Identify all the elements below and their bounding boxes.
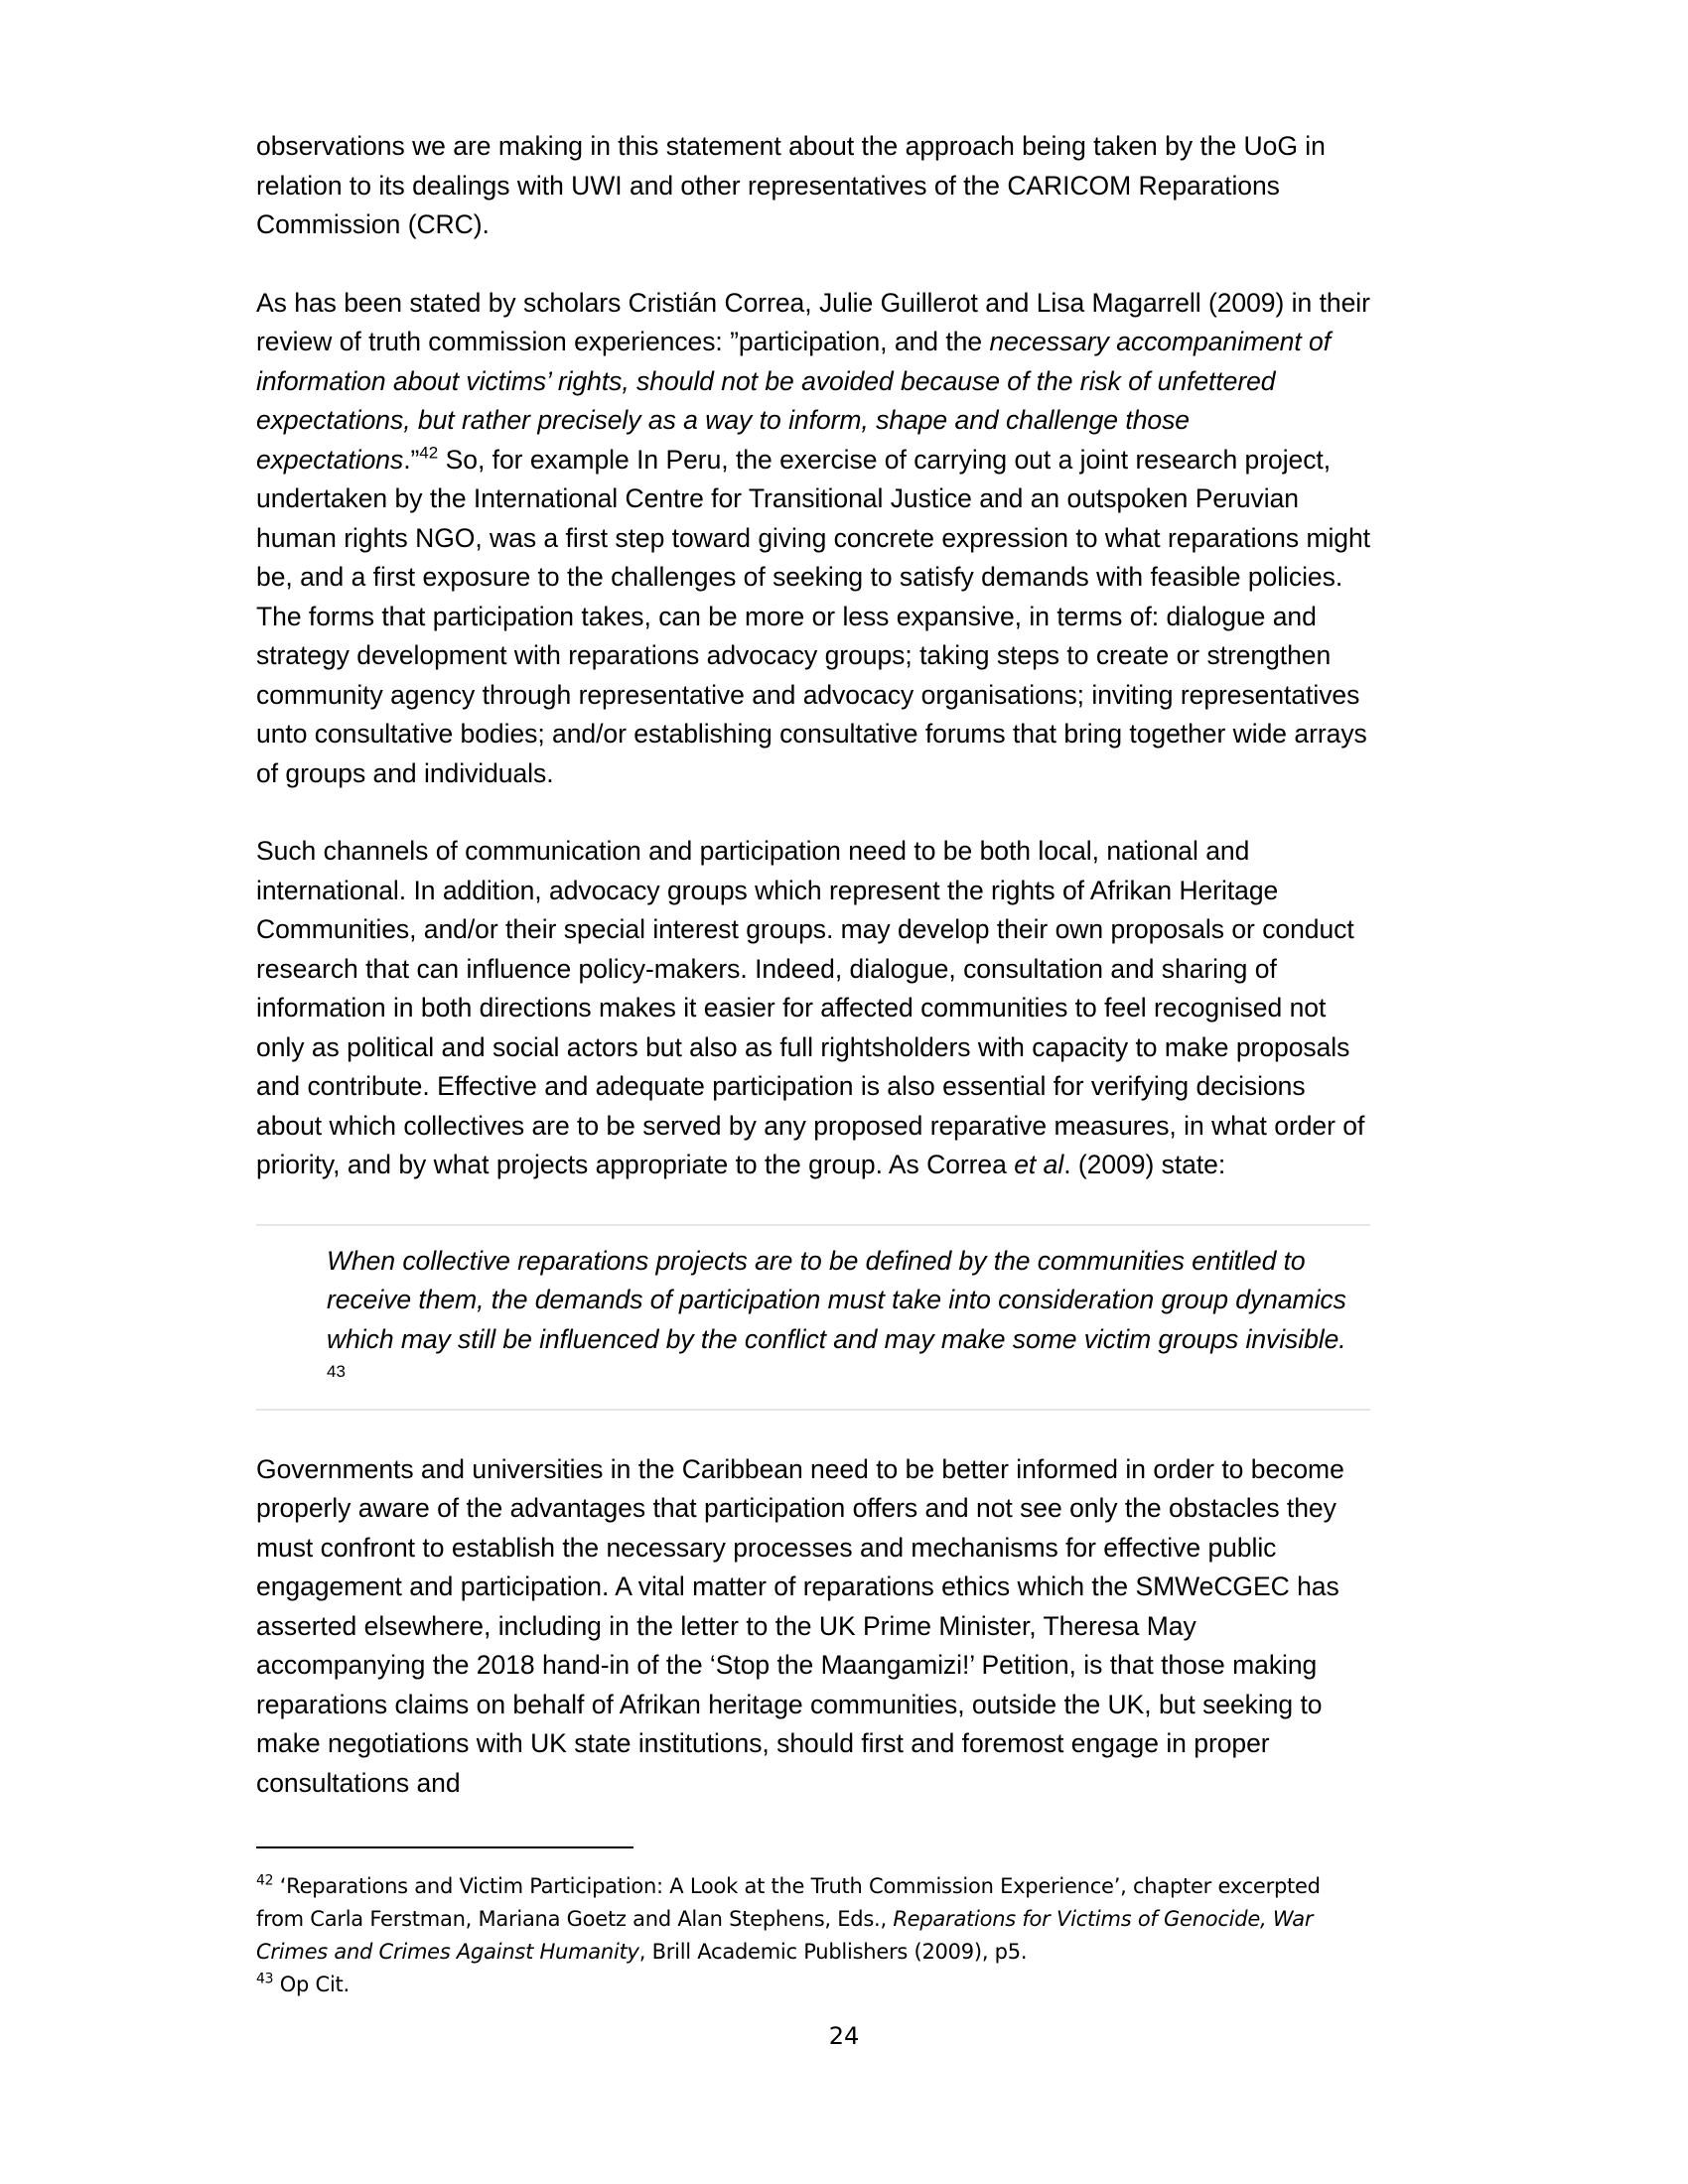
paragraph-text: Governments and universities in the Caribbean need to be better informed in order to become properly aware of the advantages that participation offers and not see only the obstacles they must confront to establish the necessary processes and mechanisms for effective public engagement and participation. A vital matter of reparations ethics which the SMWeCGEC has asserted elsewhere, including in the letter to the UK Prime Minister, Theresa May accompanying the 2018 hand-in of the ‘Stop the Maangamizi!’ Petition, is that those making reparations claims on behalf of Afrikan heritage communities, outside the UK, but seeking to make negotiations with UK state institutions, should first and foremost engage in proper consultations and <box>256 1453 1344 1798</box>
paragraph-tail-text: So, for example In Peru, the exercise of carrying out a joint research project, undertaken by the International Centre for Transitional Justice and an outspoken Peruvian human rights NGO, was a first step toward giving concrete expression to what reparations might be, and a first exposure to the challenges of seeking to satisfy demands with feasible policies. The forms that participation takes, can be more or less expansive, in terms of: dialogue and strategy development with reparations advocacy groups; taking steps to create or strengthen community agency through representative and advocacy organisations; inviting representatives unto consultative bodies; and/or establishing consultative forums that bring together wide arrays of groups and individuals. <box>256 444 1370 788</box>
footnote-text-part1: ‘Reparations and Victim Participation: A Look at the Truth Commission Experience’, chapter excerpted from Carla Ferstman, Mariana Goetz and Alan Stephens, Eds., <box>256 1874 1321 1931</box>
footnote-text-part1: Op Cit. <box>273 1973 350 1996</box>
inline-et-al-italic: et al <box>1014 1150 1064 1179</box>
document-body <box>256 127 1370 1803</box>
blockquote-container <box>256 1224 1370 1411</box>
footnote-text-part2: , Brill Academic Publishers (2009), p5. <box>638 1940 1028 1964</box>
blockquote-rule-bottom <box>256 1409 1370 1411</box>
paragraph-such-channels <box>256 832 1370 1185</box>
footnote-list <box>256 1870 1373 2001</box>
paragraph-observations <box>256 127 1370 245</box>
blockquote-text <box>256 1226 1370 1409</box>
footnote-separator-line <box>256 1846 633 1848</box>
paragraph-tail-text: . (2009) state: <box>1063 1150 1226 1179</box>
footnote-reference-42[interactable]: 42 <box>419 442 439 462</box>
paragraph-text: observations we are making in this statement about the approach being taken by the UoG in relation to its dealings with UWI and other representatives of the CARICOM Reparations Commission (CRC). <box>256 131 1326 239</box>
blockquote-period: . <box>1338 1323 1346 1354</box>
page-number: 24 <box>828 2022 860 2050</box>
inline-quote-close: .” <box>403 444 420 475</box>
footnote-title-italic: Reparations for Victims of Genocide, War Crimes and Crimes Against Humanity <box>256 1907 1314 1964</box>
footnotes-section <box>256 1846 1373 2001</box>
paragraph-governments <box>256 1450 1370 1804</box>
paragraph-lead-text: As has been stated by scholars Cristián Correa, Julie Guillerot and Lisa Magarrell (2009) in their review of truth commission experiences: ”participation, and the <box>256 287 1370 356</box>
footnote-item-42 <box>256 1870 1373 1969</box>
blockquote-body: When collective reparations projects are to be defined by the communities entitled to receive them, the demands of participation must take into consideration group dynamics which may still be influenced by the conflict and may make some victim groups invisible <box>327 1245 1346 1354</box>
inline-quote-italic: necessary accompaniment of information about victims’ rights, should not be avoided because of the risk of unfettered expectations, but rather precisely as a way to inform, shape and challenge those expectations <box>256 327 1332 475</box>
footnote-reference-43[interactable]: 43 <box>327 1362 346 1382</box>
footnote-item-43 <box>256 1969 1373 2001</box>
footnote-number-42: 42 <box>256 1872 274 1889</box>
paragraph-correa-quote <box>256 284 1370 794</box>
paragraph-lead-text: Such channels of communication and participation need to be both local, national and international. In addition, advocacy groups which represent the rights of Afrikan Heritage Communities, and/or their special interest groups. may develop their own proposals or conduct research that can influence policy-makers. Indeed, dialogue, consultation and sharing of information in both directions makes it easier for affected communities to feel recognised not only as political and social actors but also as full rightsholders with capacity to make proposals and contribute. Effective and adequate participation is also essential for verifying decisions about which collectives are to be served by any proposed reparative measures, in what order of priority, and by what projects appropriate to the group. As Correa <box>256 836 1365 1179</box>
footnote-number-43: 43 <box>256 1971 274 1987</box>
